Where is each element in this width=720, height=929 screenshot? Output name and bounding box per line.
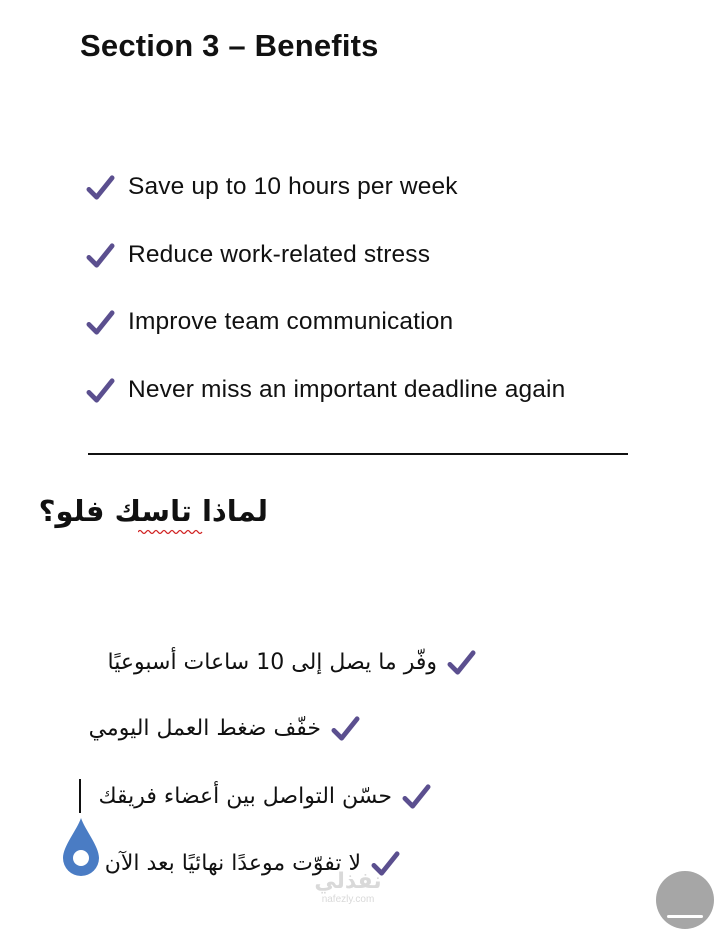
spellcheck-underline xyxy=(138,529,204,535)
checkmark-icon xyxy=(86,308,115,337)
checkmark-icon xyxy=(402,782,431,811)
text-cursor xyxy=(79,779,81,813)
arabic-section-title[interactable]: لماذا تاسك فلو؟ xyxy=(38,494,268,528)
checkmark-icon xyxy=(331,714,360,743)
benefit-item xyxy=(86,167,458,207)
checkmark-icon xyxy=(86,376,115,405)
arabic-benefit-item xyxy=(98,776,431,816)
section-title: Section 3 – Benefits xyxy=(80,28,379,63)
text-selection-handle-icon[interactable] xyxy=(61,816,101,878)
benefit-text: Reduce work-related stress xyxy=(128,241,431,268)
benefit-text: Improve team communication xyxy=(128,308,454,335)
arabic-benefit-item xyxy=(108,642,476,682)
benefit-item xyxy=(86,370,565,410)
watermark-logo-text: نفذلي xyxy=(314,869,382,894)
arabic-benefit-text[interactable]: خفّف ضغط العمل اليومي xyxy=(88,715,321,741)
benefit-text: Save up to 10 hours per week xyxy=(128,173,458,200)
menu-handle-icon xyxy=(667,915,703,918)
watermark-logo xyxy=(308,870,388,920)
checkmark-icon xyxy=(447,648,476,677)
arabic-benefit-text[interactable]: لا تفوّت موعدًا نهائيًا بعد الآن xyxy=(104,850,361,876)
section-divider xyxy=(88,453,628,455)
arabic-benefit-text[interactable]: حسّن التواصل بين أعضاء فريقك xyxy=(98,783,392,809)
benefit-item xyxy=(86,235,430,275)
benefit-item xyxy=(86,302,453,342)
watermark-domain: nafezly.com xyxy=(321,894,375,905)
menu-handle-button[interactable] xyxy=(656,871,714,929)
arabic-benefit-text[interactable]: وفّر ما يصل إلى 10 ساعات أسبوعيًا xyxy=(107,649,437,675)
arabic-benefit-item xyxy=(89,708,360,748)
checkmark-icon xyxy=(86,173,115,202)
checkmark-icon xyxy=(86,241,115,270)
benefit-text: Never miss an important deadline again xyxy=(128,376,566,403)
